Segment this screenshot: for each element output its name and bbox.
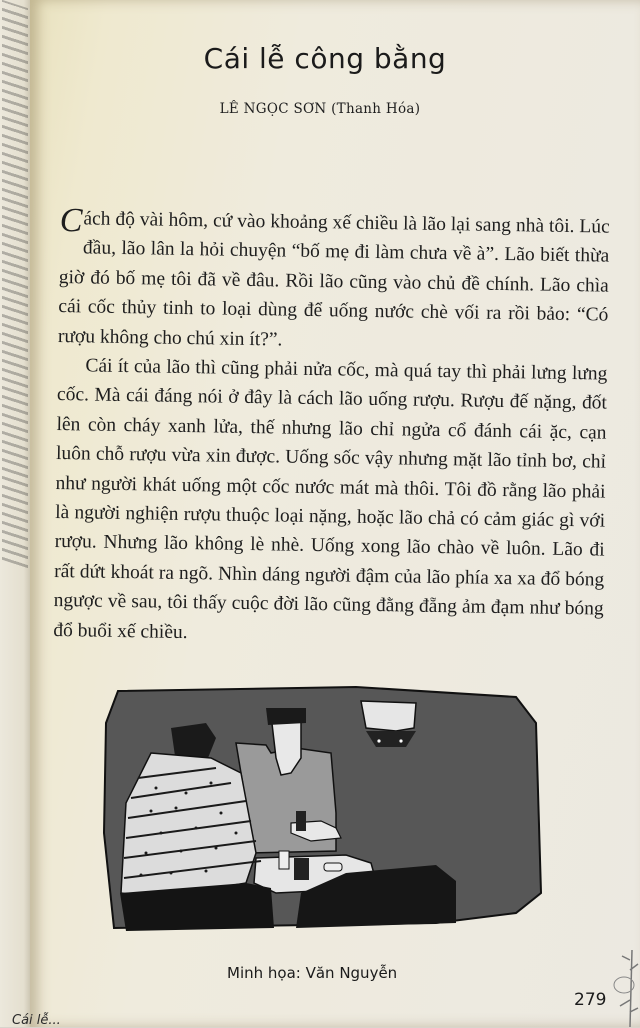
illustration-caption: Minh họa: Văn Nguyễn (227, 964, 398, 982)
story-title: Cái lễ công bằng (203, 42, 447, 75)
story-author: LÊ NGỌC SƠN (Thanh Hóa) (219, 101, 421, 117)
illustration-image (96, 683, 542, 933)
facing-page-text (2, 0, 28, 568)
floral-sprig-icon (602, 950, 640, 1027)
drop-cap: C (59, 202, 83, 240)
facing-page-edge (0, 0, 34, 1027)
paragraph-1 (58, 204, 610, 360)
story-body (53, 204, 610, 654)
facing-page-footer: Cái lễ... (12, 1013, 61, 1028)
page-number: 279 (574, 990, 607, 1010)
paragraph-2: Cái ít của lão thì cũng phải nửa cốc, mà quá tay thì phải lưng lưng cốc. Mà cái đáng nói ở đây là cách lão uống rượu. Rượu đế nặng, đốt lên còn cháy xanh lửa, thế nhưng lão chỉ ngửa cổ đánh cái ặc, cạn luôn chỗ rượu vừa xin được. Uống sốc vậy nhưng mặt lão tỉnh bơ, chỉ như người khát uống một cốc nước mát mà thôi. Tôi đồ rằng lão phải là người nghiện rượu thuộc loại nặng, hoặc lão chả có cảm giác gì với rượu. Nhưng lão không lè nhè. Uống xong lão chào về luôn. Lão đi rất dứt khoát ra ngõ. Nhìn dáng người đậm của lão phía xa xa đổ bóng ngược về sau, tôi thấy cuộc đời lão cũng đằng đẵng ảm đạm như bóng đổ buổi xế chiều. (53, 355, 608, 643)
paragraph-1-text: ách độ vài hôm, cứ vào khoảng xế chiều là lão lại sang nhà tôi. Lúc đầu, lão lân la hỏi chuyện “bố mẹ đi làm chưa về à”. Lão biết thừa giờ đó bố mẹ tôi đã về đâu. Rồi lão cũng vào chủ đề chính. Lão chìa cái cốc thủy tinh to loại dùng để uống nước chè vối ra rồi bảo: “Có rượu không cho chú xin ít?”. (57, 208, 610, 351)
